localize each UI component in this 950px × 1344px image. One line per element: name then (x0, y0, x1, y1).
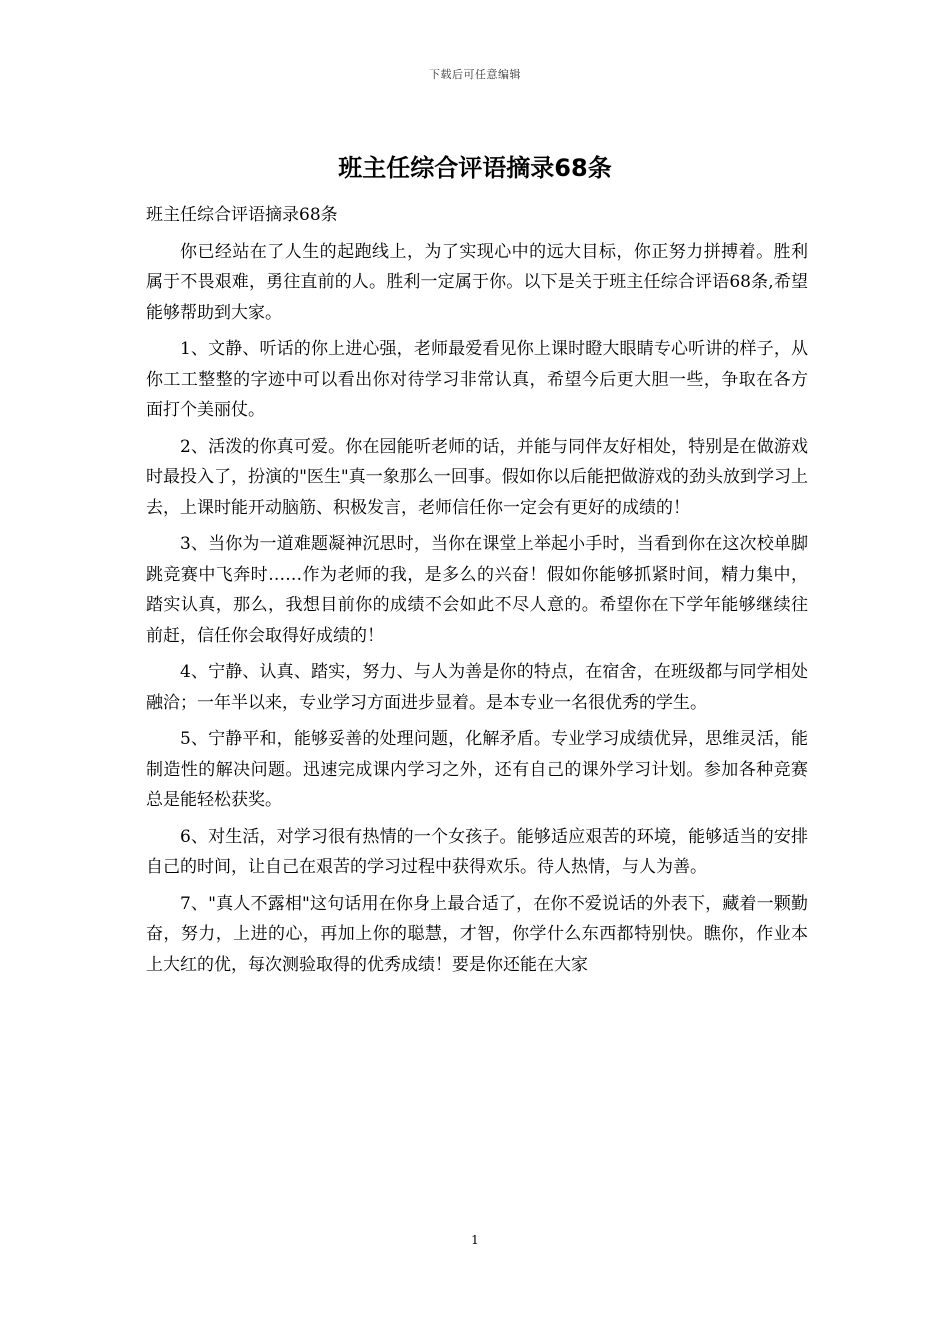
document-subtitle: 班主任综合评语摘录68条 (146, 205, 338, 225)
header-note: 下载后可任意编辑 (429, 68, 521, 81)
paragraph-item-3: 3、当你为一道难题凝神沉思时，当你在课堂上举起小手时，当看到你在这次校单脚跳竞赛中飞奔时……作为老师的我，是多么的兴奋！假如你能够抓紧时间，精力集中，踏实认真，那么，我想目前你的成绩不会如此不尽人意的。希望你在下学年能够继续往前赶，信任你会取得好成绩的！ (146, 534, 808, 646)
paragraph-intro: 你已经站在了人生的起跑线上，为了实现心中的远大目标，你正努力拼搏着。胜利属于不畏艰难，勇往直前的人。胜利一定属于你。以下是关于班主任综合评语68条,希望能够帮助到大家。 (146, 241, 808, 323)
paragraph-item-6: 6、对生活，对学习很有热情的一个女孩子。能够适应艰苦的环境，能够适当的安排自己的时间，让自己在艰苦的学习过程中获得欢乐。待人热情，与人为善。 (146, 826, 808, 877)
paragraph-item-7: 7、"真人不露相"这句话用在你身上最合适了，在你不爱说话的外表下，藏着一颗勤奋，努力，上进的心，再加上你的聪慧，才智，你学什么东西都特别快。瞧你，作业本上大红的优，每次测验取得的优秀成绩！要是你还能在大家 (146, 893, 808, 975)
paragraph-item-2: 2、活泼的你真可爱。你在园能听老师的话，并能与同伴友好相处，特别是在做游戏时最投入了，扮演的"医生"真一象那么一回事。假如你以后能把做游戏的劲头放到学习上去，上课时能开动脑筋、积极发言，老师信任你一定会有更好的成绩的！ (146, 436, 808, 518)
paragraph-item-1: 1、文静、听话的你上进心强，老师最爱看见你上课时瞪大眼睛专心听讲的样子，从你工工整整的字迹中可以看出你对待学习非常认真，希望今后更大胆一些，争取在各方面打个美丽仗。 (146, 339, 808, 420)
document-body (146, 200, 808, 986)
document-title: 班主任综合评语摘录68条 (338, 154, 612, 182)
page-number: 1 (471, 1233, 479, 1247)
paragraph-item-4: 4、宁静、认真、踏实，努力、与人为善是你的特点，在宿舍，在班级都与同学相处融洽；一年半以来，专业学习方面进步显着。是本专业一名很优秀的学生。 (146, 662, 808, 713)
paragraph-item-5: 5、宁静平和，能够妥善的处理问题，化解矛盾。专业学习成绩优异，思维灵活，能制造性的解决问题。迅速完成课内学习之外，还有自己的课外学习计划。参加各种竞赛总是能轻松获奖。 (146, 729, 808, 810)
